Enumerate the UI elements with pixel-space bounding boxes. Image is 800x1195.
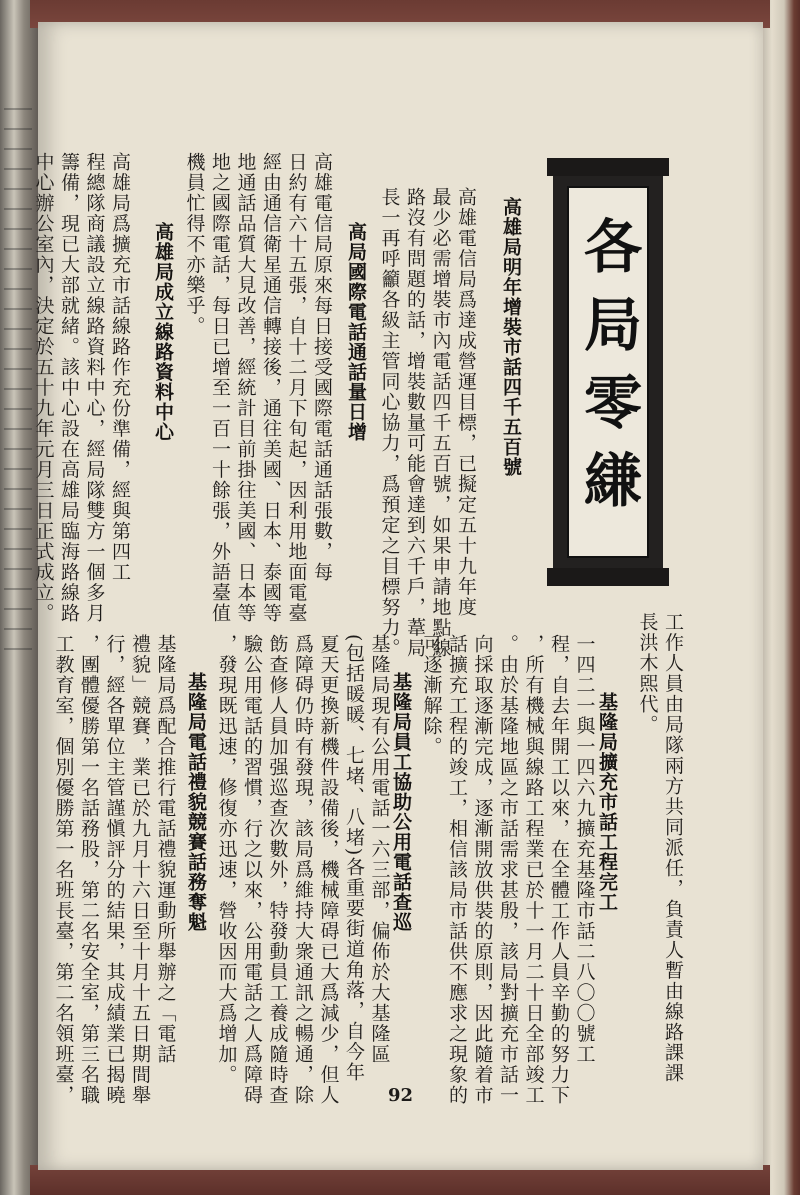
scroll-bottom-cap: [547, 568, 669, 586]
article-body: 高雄局爲擴充市話線路作充份準備，經與第四工 程總隊商議設立線路資料中心，經局隊雙方一個多月 籌備，現已大部就緒。該中心設在高雄局臨海路線路 中心辦公室內，決定於五十九年元月三日正式成立。: [32, 152, 131, 624]
article-heading: 基隆局擴充市話工程完工: [596, 692, 618, 912]
article-body: 基隆局爲配合推行電話禮貌運動所舉辦之「電話 禮貌」競賽，業已於九月十六日至十月十五日期間舉 行，經各單位主管謹愼評分的結果，其成績業已揭曉 ，團體優勝第一名話務股，第二名安全室，第三名職 工教育室，個別優勝第一名班長臺，第二名領班臺，: [52, 634, 177, 1106]
article-heading: 基隆局電話禮貌競賽話務奪魁: [185, 672, 207, 932]
scroll-top-cap: [547, 158, 669, 176]
book-right-edge: [760, 0, 800, 1195]
article-body: 一四二一與一四六九擴充基隆市話二八〇〇號工 程，自去年開工以來，在全體工作人員辛勤的努力下 ，所有機械與線路工程業已於十一月二十日全部竣工 。由於基隆地區之市話需求甚殷，該局對擴充市話一 向採取逐漸完成，逐漸開放供裝的原則，因此隨着市 話擴充工程的竣工，相信該局市話供不應求之現象的 可逐漸解除。: [420, 634, 596, 1106]
page-number: 92: [387, 1085, 414, 1106]
section-title: 各局零縑: [574, 216, 642, 528]
article-body-continued: 工作人員由局隊兩方共同派任，負責人暫由線路課課 長洪木𤋮代。: [636, 612, 684, 1084]
article-body: 基隆局現有公用電話一六三部，偏佈於大基隆區 (包括暖暖、七堵、八堵)各重要街道角落，自今年 夏天更換新機件設備後，機械障碍已大爲減少，但人 爲障碍仍時有發現，該局爲維持大衆通訊之暢通，除 飭查修人員加强巡查次數外，特發動員工養成隨時查 驗公用電話的習慣，行之以來，公用電話之人爲障碍 ，發現既迅速，修復亦迅速，營收因而大爲增加。: [215, 634, 391, 1106]
book-page: [32, 22, 763, 1170]
article-heading: 高雄局成立線路資料中心: [152, 222, 174, 442]
adjacent-page-margin: [4, 90, 32, 650]
article-heading: 基隆局員工協助公用電話查巡: [390, 672, 412, 932]
article-heading: 高雄局明年增裝市話四千五百號: [500, 197, 522, 477]
section-title-frame: [567, 186, 649, 558]
article-body: 高雄電信局爲達成營運目標，已擬定五十九年度 最少必需增裝市內電話四千五百號，如果申請地點線 路沒有問題的話，增裝數量可能會達到六千戶，葦局 長一再呼籲各級主管同心協力，爲預定之目標努力。: [378, 187, 477, 659]
section-title-box: [553, 162, 663, 582]
article-body: 高雄電信局原來每日接受國際電話通話張數，每 日約有六十五張，自十二月下旬起，因利用地面電臺 經由通信衛星通信轉接後，通往美國、日本、泰國等 地通話品質大見改善，經統計目前掛往美國、日本等 地之國際電話，每日已增至一百一十餘張，外語臺值 機員忙得不亦樂乎。: [183, 152, 333, 624]
article-heading: 高局國際電話通話量日增: [345, 222, 367, 442]
